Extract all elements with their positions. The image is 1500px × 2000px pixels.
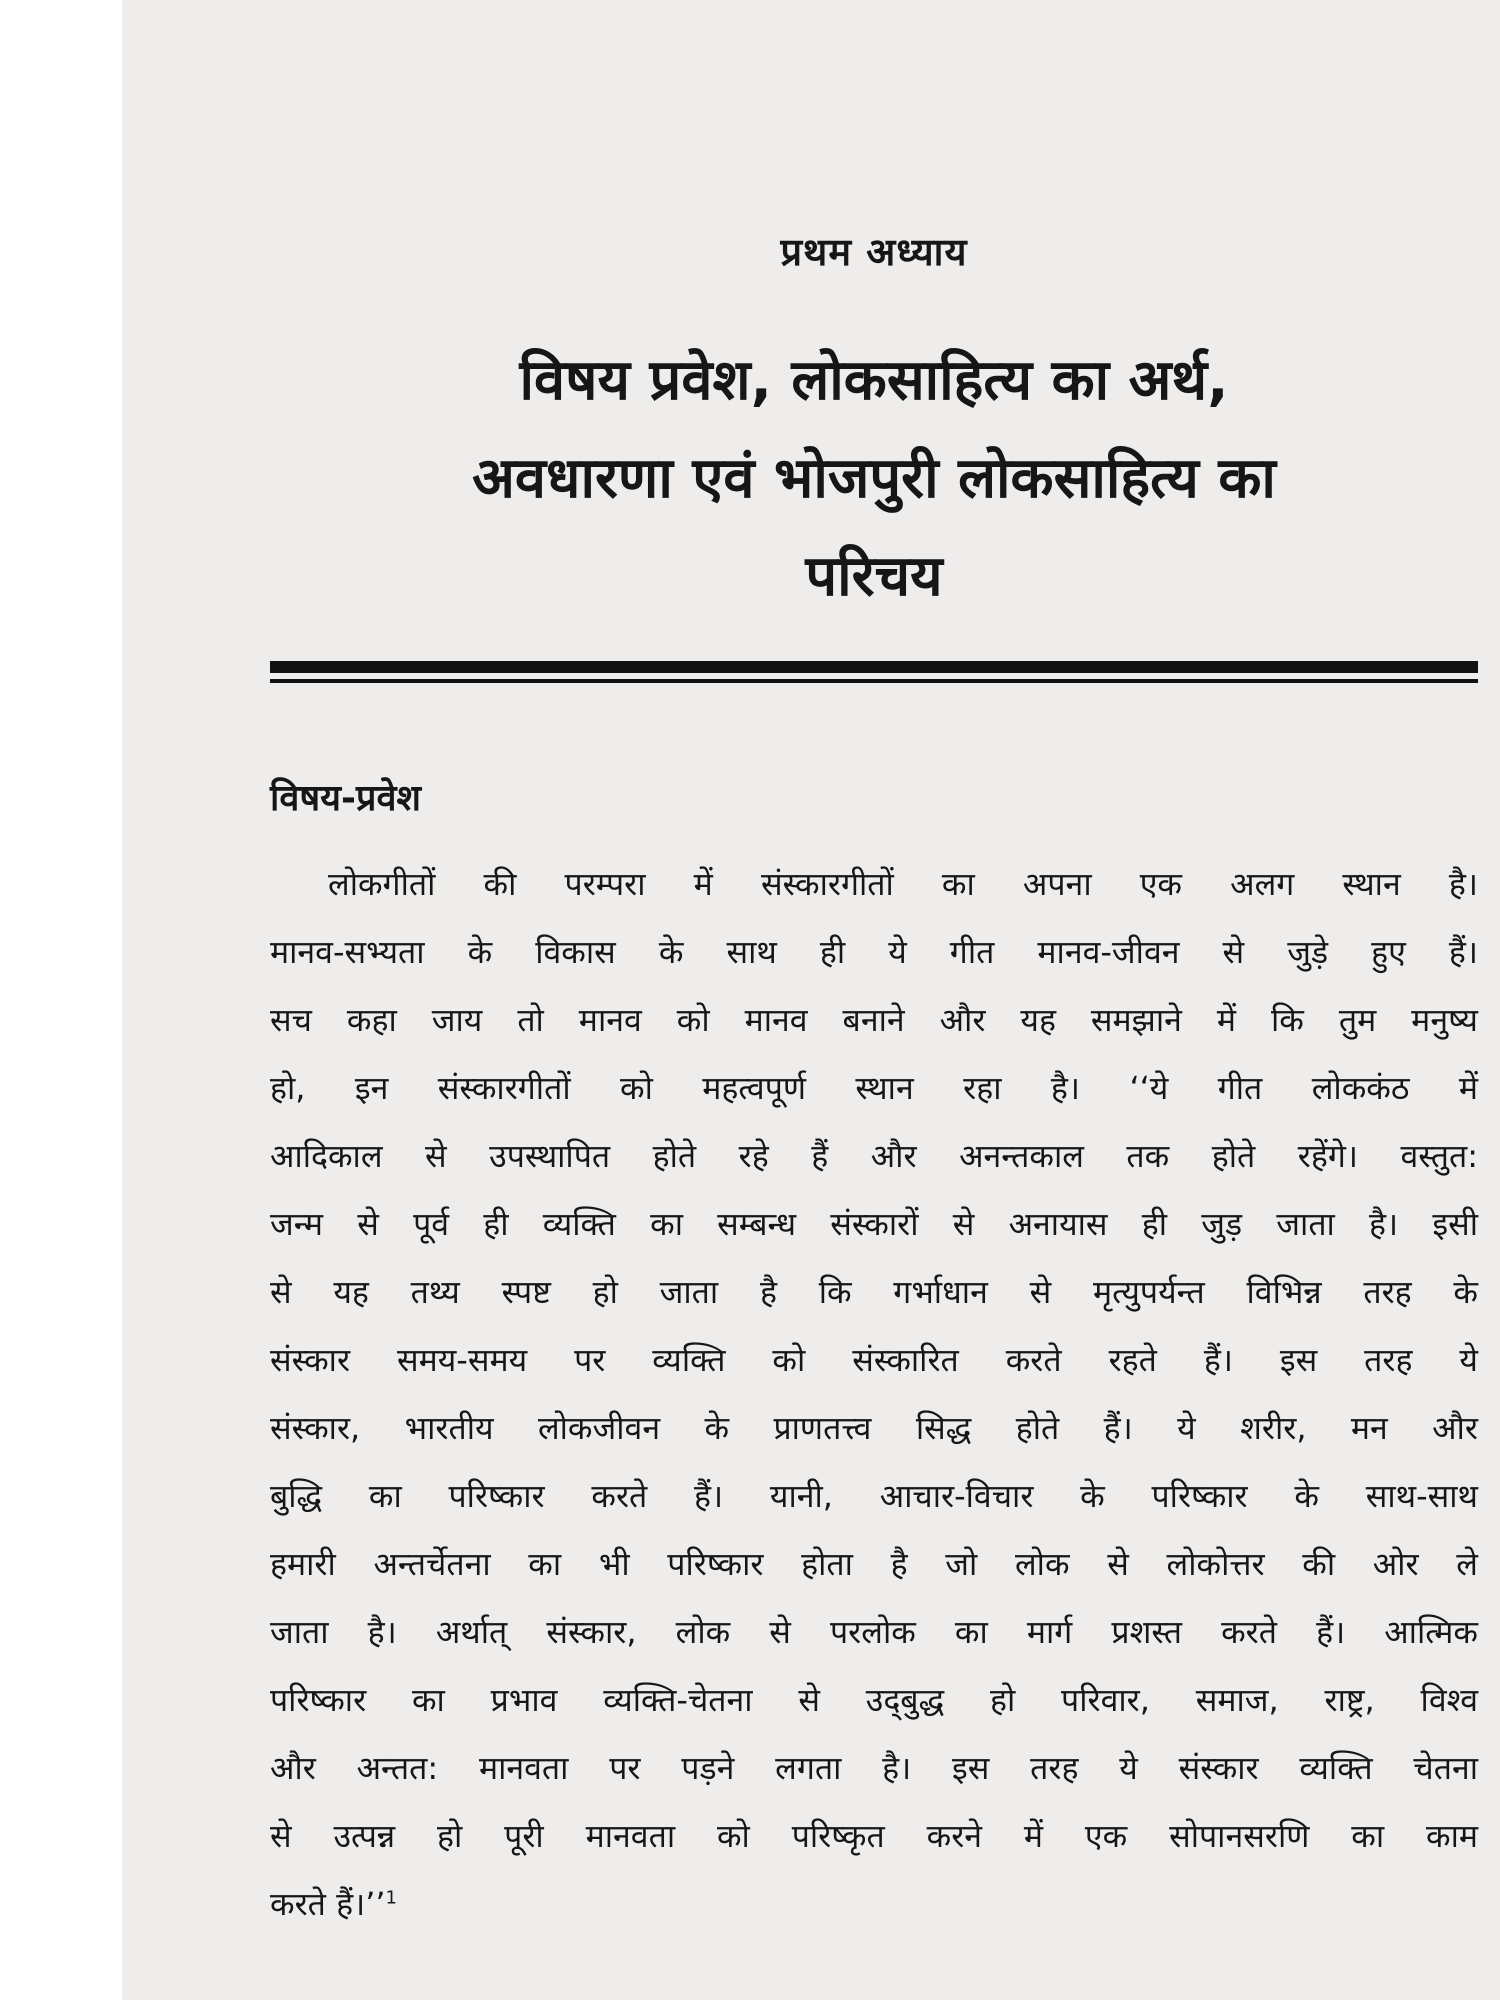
page-content <box>270 0 1478 2000</box>
paragraph-line: आदिकाल से उपस्थापित होते रहे हैं और अनन्तकाल तक होते रहेंगे। वस्तुत: <box>270 1137 1478 1175</box>
paragraph-line: संस्कार, भारतीय लोकजीवन के प्राणतत्त्व सिद्ध होते हैं। ये शरीर, मन और <box>270 1409 1478 1447</box>
paragraph-line: बुद्धि का परिष्कार करते हैं। यानी, आचार-विचार के परिष्कार के साथ-साथ <box>270 1477 1478 1515</box>
paragraph-line: हमारी अन्तर्चेतना का भी परिष्कार होता है जो लोक से लोकोत्तर की ओर ले <box>270 1545 1478 1583</box>
paragraph-last-line <box>270 1870 1478 1938</box>
paragraph-line: मानव-सभ्यता के विकास के साथ ही ये गीत मानव-जीवन से जुड़े हुए हैं। <box>270 933 1478 971</box>
paragraph-line: से उत्पन्न हो पूरी मानवता को परिष्कृत करने में एक सोपानसरणि का काम <box>270 1817 1478 1855</box>
chapter-title-line: विषय प्रवेश, लोकसाहित्य का अर्थ, <box>519 348 1229 413</box>
paragraph-line: हो, इन संस्कारगीतों को महत्वपूर्ण स्थान रहा है। ‘‘ये गीत लोककंठ में <box>270 1069 1478 1107</box>
paragraph-last-line-text: करते हैं।’’ <box>270 1885 386 1923</box>
chapter-title <box>270 332 1478 626</box>
paragraph-line: से यह तथ्य स्पष्ट हो जाता है कि गर्भाधान से मृत्युपर्यन्त विभिन्न तरह के <box>270 1273 1478 1311</box>
title-divider-thin <box>270 679 1478 683</box>
section-heading: विषय-प्रवेश <box>270 778 421 819</box>
chapter-title-line: अवधारणा एवं भोजपुरी लोकसाहित्य का <box>472 446 1276 511</box>
paragraph-line: जाता है। अर्थात् संस्कार, लोक से परलोक का मार्ग प्रशस्त करते हैं। आत्मिक <box>270 1613 1478 1651</box>
paragraph-line: और अन्तत: मानवता पर पड़ने लगता है। इस तरह ये संस्कार व्यक्ति चेतना <box>270 1749 1478 1787</box>
body-paragraph <box>270 850 1478 1938</box>
paragraph-line: सच कहा जाय तो मानव को मानव बनाने और यह समझाने में कि तुम मनुष्य <box>270 1001 1478 1039</box>
paragraph-line: लोकगीतों की परम्परा में संस्कारगीतों का अपना एक अलग स्थान है। <box>328 865 1478 903</box>
title-divider-thick <box>270 661 1478 673</box>
paragraph-line: जन्म से पूर्व ही व्यक्ति का सम्बन्ध संस्कारों से अनायास ही जुड़ जाता है। इसी <box>270 1205 1478 1243</box>
book-page <box>122 0 1500 2000</box>
chapter-title-line: परिचय <box>805 544 943 609</box>
footnote-marker[interactable]: 1 <box>385 1887 397 1909</box>
paragraph-line: परिष्कार का प्रभाव व्यक्ति-चेतना से उद्‌बुद्ध हो परिवार, समाज, राष्ट्र, विश्व <box>270 1681 1478 1719</box>
chapter-label: प्रथम अध्याय <box>780 230 968 274</box>
paragraph-line: संस्कार समय-समय पर व्यक्ति को संस्कारित करते रहते हैं। इस तरह ये <box>270 1341 1478 1379</box>
